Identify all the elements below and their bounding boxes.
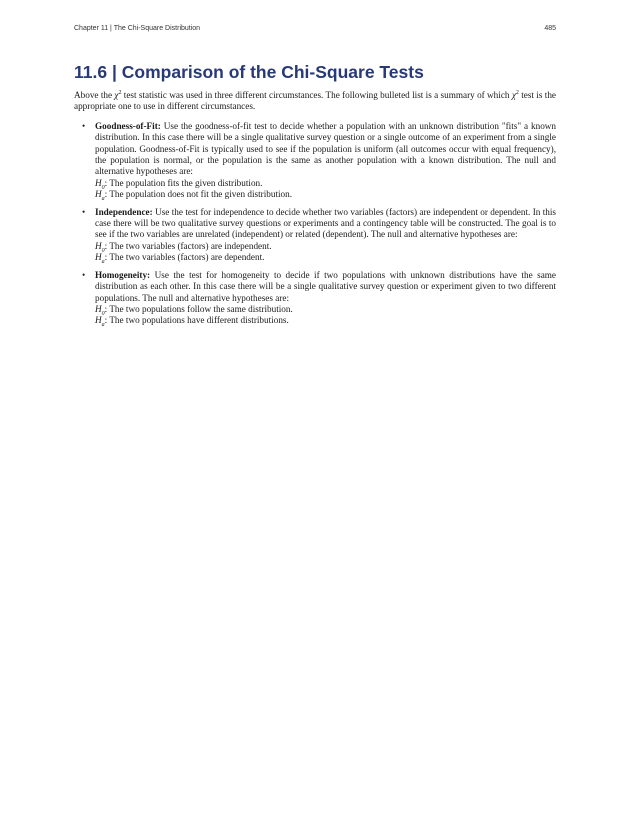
list-item-goodness-of-fit [74, 121, 556, 201]
bullet-icon: • [82, 269, 86, 280]
alt-subscript: a [101, 259, 105, 266]
h-symbol: H [95, 303, 102, 314]
main-content [74, 62, 556, 333]
intro-text-end: test is the appropriate one to use in different circumstances. [74, 90, 556, 112]
intro-paragraph [74, 90, 556, 113]
intro-text-middle: test statistic was used in three different circumstances. The following bulleted list is a summary of which [121, 90, 512, 100]
alt-subscript: a [101, 322, 105, 329]
alt-subscript: a [101, 196, 105, 203]
null-subscript: 0 [101, 310, 105, 317]
section-number: 11.6 [74, 62, 108, 82]
null-hypothesis [95, 304, 556, 315]
alternative-hypothesis [95, 189, 556, 203]
alternative-hypothesis-text: : The two variables (factors) are dependent. [104, 252, 265, 263]
chi-symbol: χ [114, 90, 119, 100]
null-hypothesis-text: : The two variables (factors) are independent. [104, 240, 272, 251]
h-symbol: H [95, 189, 102, 200]
term-label: Independence: [95, 206, 153, 217]
list-item-independence [74, 207, 556, 264]
page-number: 485 [544, 25, 556, 32]
intro-text-start: Above the [74, 90, 115, 100]
alternative-hypothesis-text: : The population does not fit the given distribution. [104, 189, 293, 200]
null-subscript: 0 [101, 184, 105, 191]
null-hypothesis [95, 241, 556, 252]
null-hypothesis-text: : The two populations follow the same distribution. [104, 303, 293, 314]
term-label: Homogeneity: [95, 269, 151, 280]
running-header [74, 25, 556, 32]
section-heading [74, 62, 556, 83]
h-symbol: H [95, 177, 102, 188]
term-description: Use the test for homogeneity to decide if two populations with unknown distributions have the same distribution as each other. In this case there will be a single qualitative survey question or experiment given to two different populations. The null and alternative hypotheses are: [95, 269, 557, 303]
h-symbol: H [95, 240, 102, 251]
null-hypothesis [95, 178, 556, 189]
chi-exponent: 2 [515, 89, 519, 96]
h-symbol: H [95, 252, 102, 263]
chi-exponent: 2 [118, 89, 122, 96]
chi-symbol: χ [511, 90, 516, 100]
h-symbol: H [95, 315, 102, 326]
alternative-hypothesis [95, 315, 556, 329]
alternative-hypothesis [95, 252, 556, 266]
term-label: Goodness-of-Fit: [95, 120, 161, 131]
list-item-homogeneity [74, 270, 556, 327]
alternative-hypothesis-text: : The two populations have different distributions. [104, 315, 289, 326]
null-hypothesis-text: : The population fits the given distribution. [104, 177, 263, 188]
null-subscript: 0 [101, 247, 105, 254]
section-separator: | [111, 62, 117, 82]
chapter-title: Chapter 11 | The Chi-Square Distribution [74, 25, 201, 32]
section-title: Comparison of the Chi-Square Tests [121, 62, 424, 82]
term-description: Use the test for independence to decide whether two variables (factors) are independent or dependent. In this case there will be two qualitative survey questions or experiments and a contingency table will be constructed. The goal is to see if the two variables are unrelated (independent) or related (dependent). The null and alternative hypotheses are: [95, 206, 556, 240]
bullet-icon: • [82, 120, 86, 131]
bullet-icon: • [82, 206, 86, 217]
term-description: Use the goodness-of-fit test to decide whether a population with an unknown distribution "fits" a known distribution. In this case there will be a single qualitative survey question or a single outcome of an experiment from a single population. Goodness-of-Fit is typically used to see if the population is uniform (all outcomes occur with equal frequency), the population is normal, or the population is the same as another population with a known distribution. The null and alternative hypotheses are: [95, 120, 557, 177]
test-summary-list [74, 121, 556, 327]
